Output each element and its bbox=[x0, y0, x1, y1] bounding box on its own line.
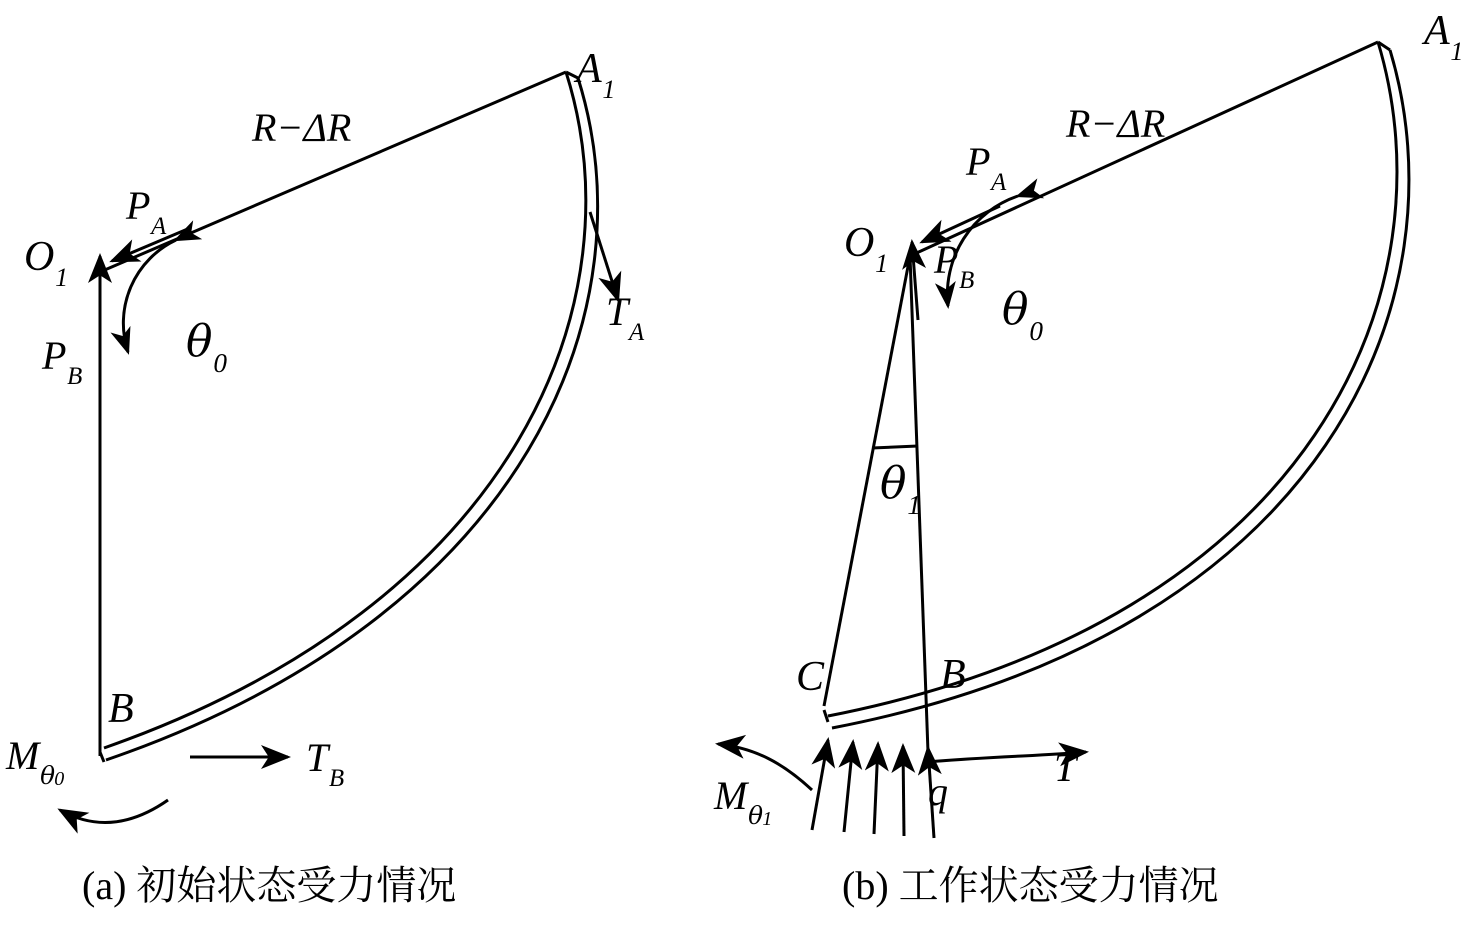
panel-b-arc-top-subscript: 1 bbox=[1450, 36, 1464, 66]
panel-b-moment-subscript: θ bbox=[748, 800, 763, 830]
panel-b-theta0-symbol: θ bbox=[1002, 284, 1029, 335]
panel-a-tension-ta-subscript: A bbox=[628, 318, 645, 346]
panel-b-origin-label bbox=[844, 220, 889, 278]
panel-b-arc-top-letter: A bbox=[1424, 8, 1450, 54]
panel-a-origin-label bbox=[24, 234, 69, 292]
panel-b-force-pa-label bbox=[966, 139, 1007, 196]
panel-a-origin-letter: O bbox=[24, 234, 55, 280]
panel-b-theta1-symbol: θ bbox=[880, 458, 907, 509]
panel-b-tension-t-label: T bbox=[1054, 745, 1077, 790]
panel-a-moment-label bbox=[6, 733, 65, 790]
panel-a-theta0-subscript: 0 bbox=[213, 348, 227, 379]
panel-b-moment-letter: M bbox=[714, 773, 748, 818]
panel-b-force-pa-letter: P bbox=[966, 139, 991, 184]
panel-a-force-pa-letter: P bbox=[126, 183, 151, 228]
panel-b-point-c-label: C bbox=[796, 654, 825, 700]
panel-b-theta0-label bbox=[1002, 284, 1043, 347]
panel-a-moment-letter: M bbox=[6, 733, 40, 778]
panel-a-force-pb-subscript: B bbox=[67, 362, 83, 390]
panel-b-force-pb-subscript: B bbox=[959, 266, 975, 294]
panel-a-moment-subsubscript: 0 bbox=[54, 768, 65, 790]
panel-b-radius-label: R−ΔR bbox=[1066, 101, 1166, 146]
panel-a-tension-tb-subscript: B bbox=[328, 764, 345, 792]
panel-b-origin-letter: O bbox=[844, 220, 875, 266]
panel-a-tension-tb-label bbox=[306, 735, 345, 792]
panel-b-arc-top-label bbox=[1424, 8, 1464, 66]
panel-a-arc-top-letter: A bbox=[576, 46, 602, 92]
panel-a-point-b-label: B bbox=[108, 686, 134, 732]
panel-a-caption: (a) 初始状态受力情况 bbox=[82, 863, 457, 908]
panel-b-moment-subsubscript: 1 bbox=[762, 808, 773, 830]
panel-b-load-q-label: q bbox=[928, 769, 948, 814]
panel-b-origin-subscript: 1 bbox=[875, 248, 889, 278]
panel-b-force-pa-subscript: A bbox=[991, 168, 1007, 196]
panel-a-tension-tb-letter: T bbox=[306, 735, 329, 780]
panel-a-arc-top-subscript: 1 bbox=[602, 74, 616, 104]
panel-b-caption: (b) 工作状态受力情况 bbox=[842, 863, 1219, 908]
panel-a-theta0-label bbox=[186, 316, 227, 379]
panel-a-force-pa-label bbox=[126, 183, 167, 240]
panel-b-point-b-label: B bbox=[940, 652, 966, 698]
panel-b-theta0-subscript: 0 bbox=[1029, 316, 1043, 347]
panel-a-radius-label: R−ΔR bbox=[252, 105, 352, 150]
panel-b-geometry bbox=[718, 42, 1409, 838]
panel-a-origin-subscript: 1 bbox=[55, 262, 69, 292]
panel-b-theta1-subscript: 1 bbox=[907, 490, 921, 521]
panel-a-tension-ta-letter: T bbox=[606, 289, 629, 334]
panel-a-arc-top-label bbox=[576, 46, 616, 104]
panel-b-moment-label bbox=[714, 773, 773, 830]
panel-b-force-pb-letter: P bbox=[934, 237, 959, 282]
panel-a-force-pb-label bbox=[42, 333, 83, 390]
panel-a-tension-ta-label bbox=[606, 289, 645, 346]
panel-a-force-pb-letter: P bbox=[42, 333, 67, 378]
panel-a-theta0-symbol: θ bbox=[186, 316, 213, 367]
panel-b-force-pb-label bbox=[934, 237, 975, 294]
panel-b-theta1-label bbox=[880, 458, 921, 521]
panel-a-force-pa-subscript: A bbox=[151, 212, 167, 240]
panel-a-moment-subscript: θ bbox=[40, 760, 55, 790]
